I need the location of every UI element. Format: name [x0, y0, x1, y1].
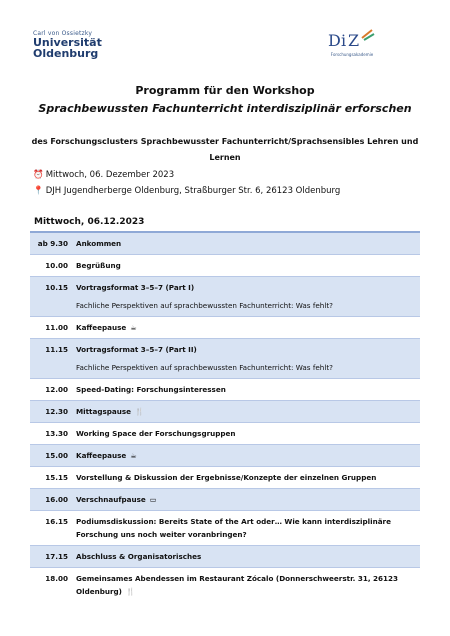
row-title: Vorstellung & Diskussion der Ergebnisse/Konzepte der einzelnen Gruppen — [76, 473, 377, 482]
table-row — [30, 339, 420, 378]
table-row — [30, 233, 420, 254]
row-title: Speed-Dating: Forschungsinteressen — [76, 385, 226, 394]
row-title: Verschnaufpause — [76, 495, 146, 504]
row-title: Vortragsformat 3–5–7 (Part I) — [76, 283, 195, 292]
diz-mark — [322, 28, 382, 50]
row-time: 11.00 — [45, 323, 68, 332]
diz-logo — [322, 28, 382, 57]
location-pin-icon: 📍 — [33, 186, 44, 196]
schedule-table — [30, 214, 420, 602]
row-title: Begrüßung — [76, 261, 121, 270]
row-title: Kaffeepause — [76, 451, 127, 460]
row-title: Vortragsformat 3–5–7 (Part II) — [76, 345, 197, 354]
row-detail: Fachliche Perspektiven auf sprachbewussten Fachunterricht: Was fehlt? — [76, 363, 333, 372]
row-title: Ankommen — [76, 239, 122, 248]
cutlery-icon: 🍴 — [135, 407, 144, 416]
table-row — [30, 401, 420, 422]
coffee-icon: ☕ — [130, 323, 137, 332]
row-time: 18.00 — [45, 574, 68, 583]
diz-subtitle: Forschungsakademie — [330, 52, 374, 57]
event-location-text: DJH Jugendherberge Oldenburg, Straßburger Str. 6, 26123 Oldenburg — [45, 186, 341, 196]
row-title: Mittagspause — [76, 407, 132, 416]
table-row — [30, 277, 420, 316]
row-detail: Fachliche Perspektiven auf sprachbewussten Fachunterricht: Was fehlt? — [76, 301, 333, 310]
row-time: 12.30 — [45, 407, 68, 416]
alarm-clock-icon: ⏰ — [33, 170, 44, 180]
event-date — [33, 170, 174, 180]
table-row — [30, 467, 420, 488]
svg-text:i: i — [341, 31, 347, 50]
row-time: 15.00 — [45, 451, 68, 460]
schedule-day-heading: Mittwoch, 06.12.2023 — [30, 214, 420, 233]
table-row — [30, 489, 420, 510]
svg-text:Z: Z — [348, 31, 360, 50]
row-time: 17.15 — [45, 552, 68, 561]
row-time: 16.15 — [45, 517, 68, 526]
table-row — [30, 379, 420, 400]
table-row — [30, 255, 420, 276]
event-location — [33, 186, 340, 196]
battery-icon: ▭ — [149, 495, 157, 504]
row-time: ab 9.30 — [37, 239, 68, 248]
row-title: Kaffeepause — [76, 323, 127, 332]
row-title: Abschluss & Organisatorisches — [76, 552, 202, 561]
coffee-icon: ☕ — [130, 451, 137, 460]
table-row — [30, 445, 420, 466]
page-title: Programm für den Workshop — [135, 84, 315, 97]
row-time: 13.30 — [45, 429, 68, 438]
row-time: 12.00 — [45, 385, 68, 394]
workshop-subtitle: Sprachbewussten Fachunterricht interdisziplinär erforschen — [38, 102, 412, 115]
logo-university-city: Oldenburg — [33, 47, 99, 60]
table-row — [30, 317, 420, 338]
cutlery-icon: 🍴 — [125, 587, 135, 596]
event-date-text: Mittwoch, 06. Dezember 2023 — [45, 170, 175, 180]
table-row — [30, 423, 420, 444]
row-time: 16.00 — [45, 495, 68, 504]
cluster-description: des Forschungsclusters Sprachbewusster Fachunterricht/Sprachsensibles Lehren und Lernen — [31, 137, 419, 162]
row-time: 11.15 — [45, 345, 68, 354]
table-row — [30, 568, 420, 602]
svg-text:D: D — [328, 31, 341, 50]
row-time: 15.15 — [45, 473, 68, 482]
row-title: Podiumsdiskussion: Bereits State of the Art oder… Wie kann interdisziplinäre Forschung uns noch weiter voranbringen? — [76, 517, 391, 539]
university-logo — [33, 30, 113, 59]
table-row — [30, 546, 420, 567]
logo-university-small-text: Carl von Ossietzky — [33, 30, 93, 37]
row-time: 10.00 — [45, 261, 68, 270]
table-row — [30, 511, 420, 545]
row-title: Working Space der Forschungsgruppen — [76, 429, 236, 438]
row-title: Gemeinsames Abendessen im Restaurant Zócalo (Donnerschweerstr. 31, 26123 Oldenburg) — [76, 574, 399, 596]
logo-university-name: Universität — [33, 36, 102, 49]
row-time: 10.15 — [45, 283, 68, 292]
